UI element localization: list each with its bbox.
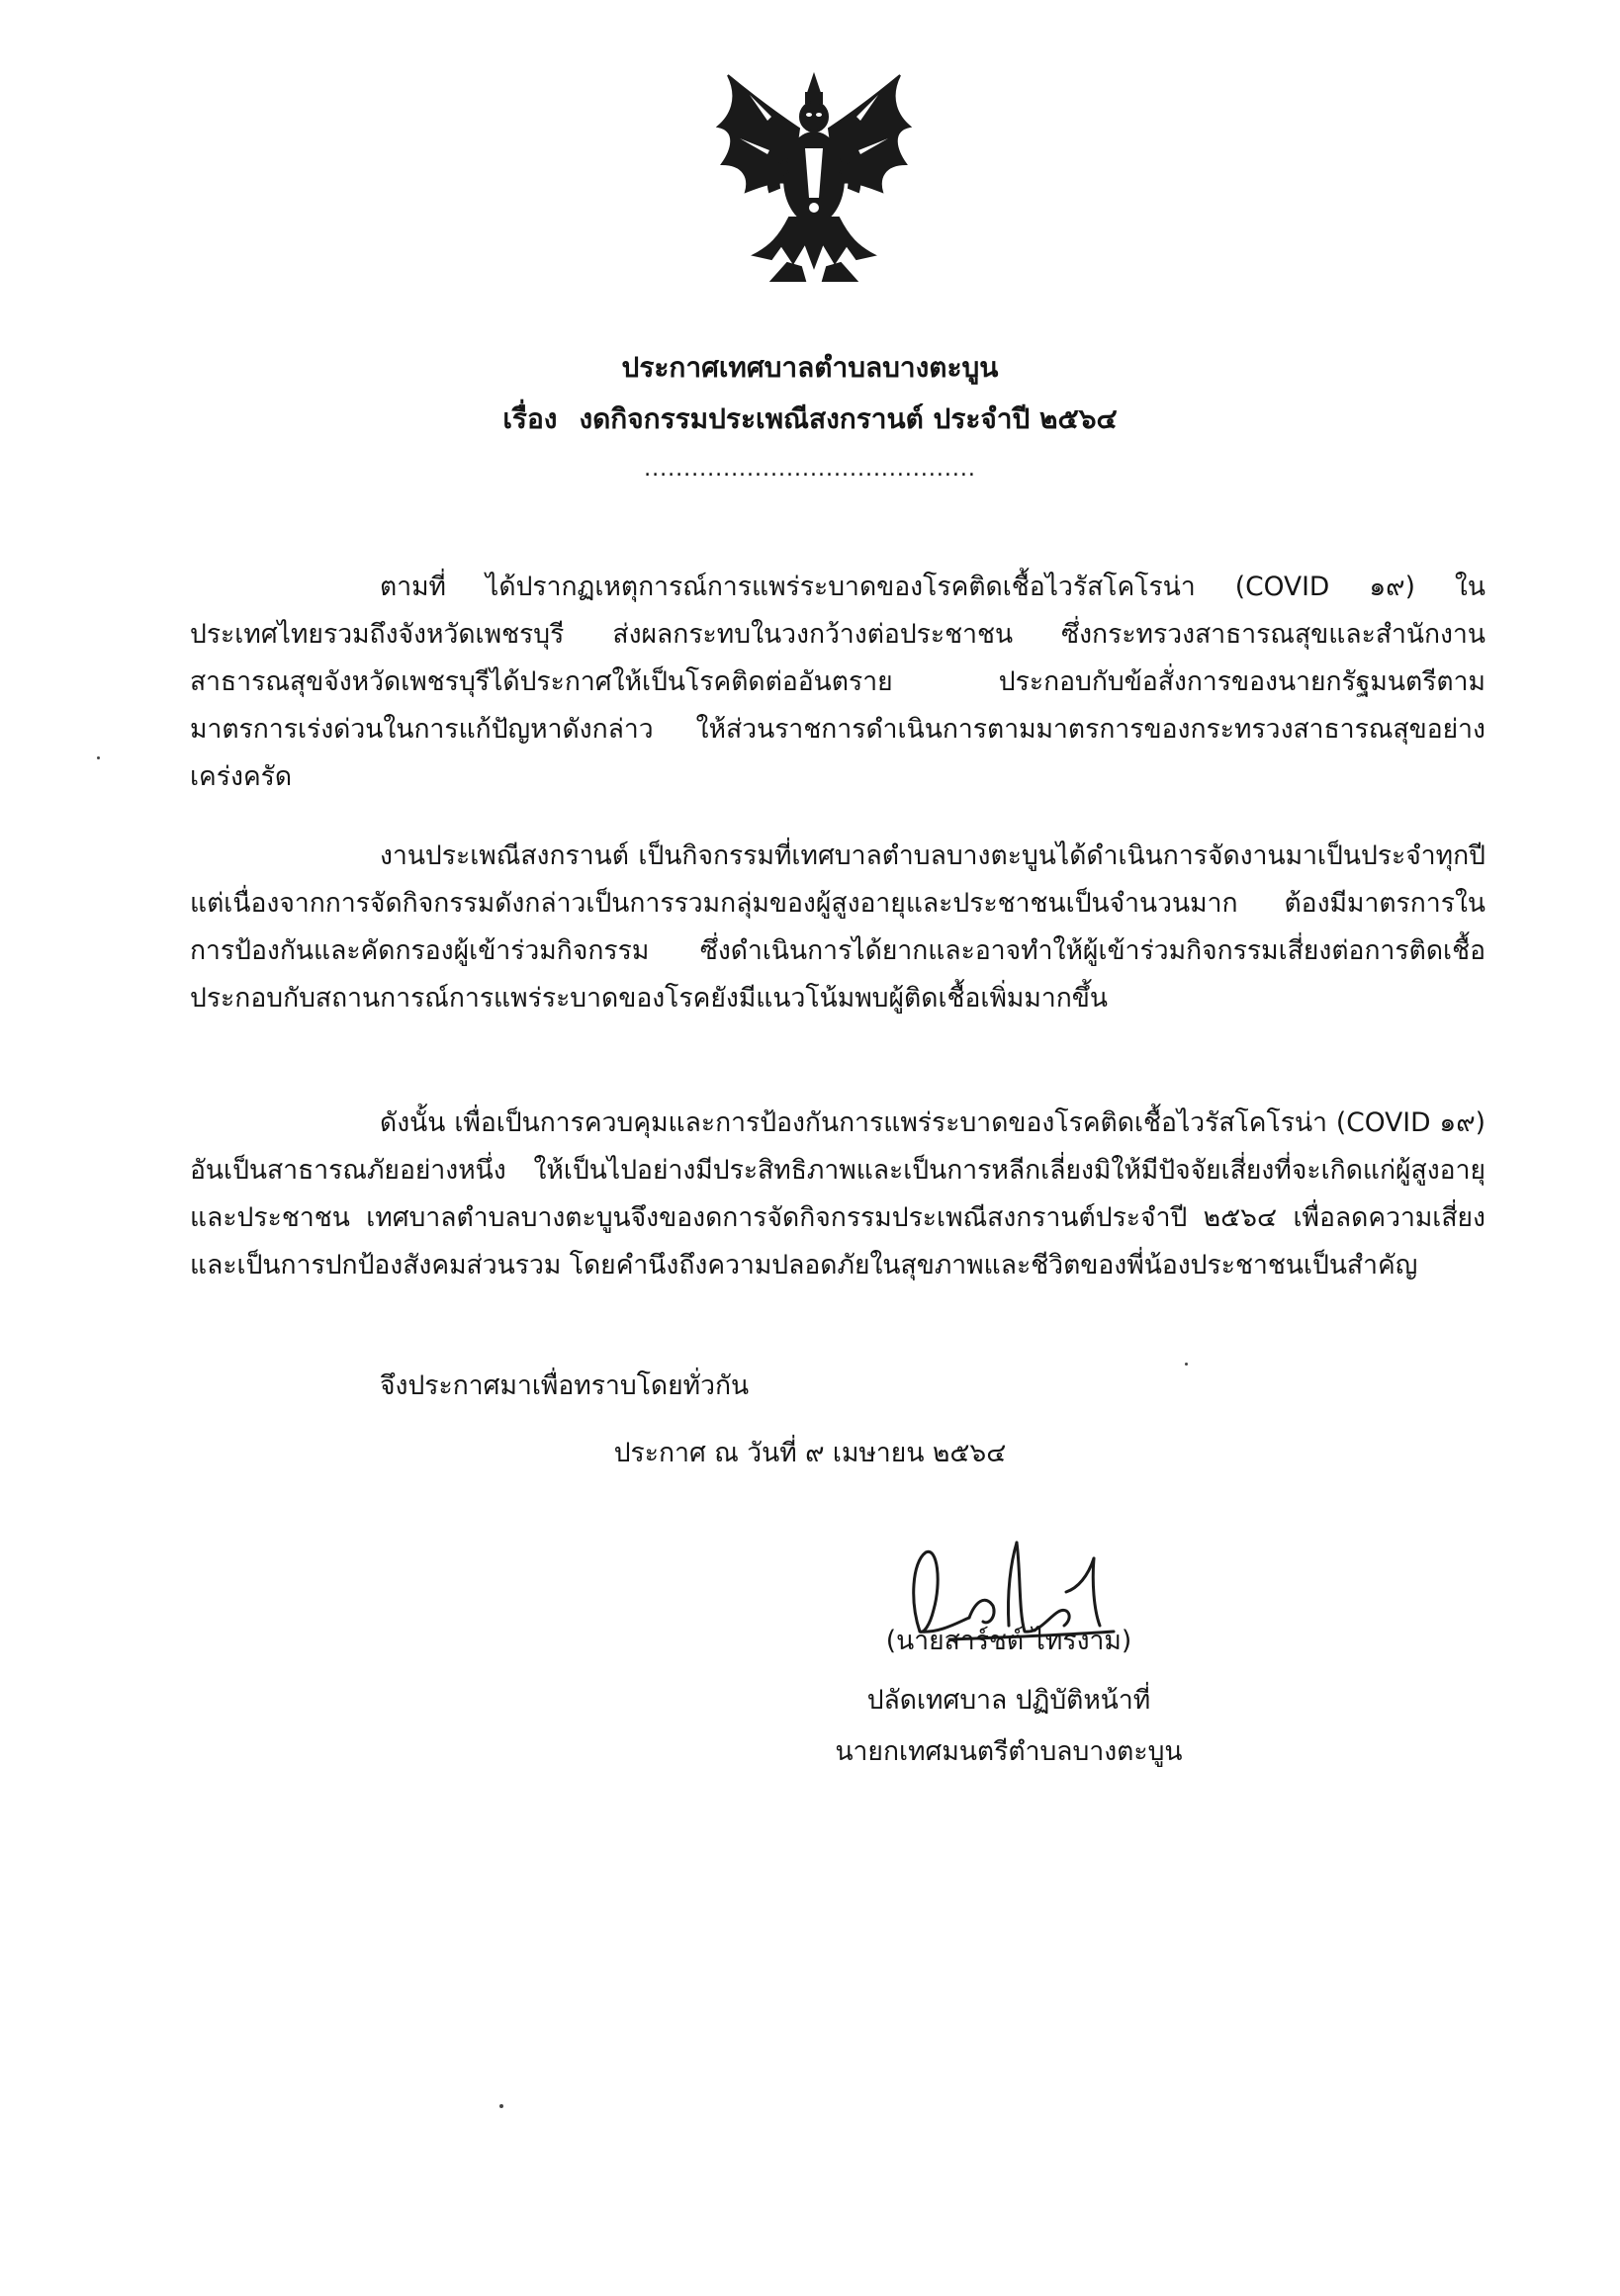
dotted-divider: ..........................................: [644, 457, 976, 482]
paragraph-text: ดังนั้น เพื่อเป็นการควบคุมและการป้องกันการแพร่ระบาดของโรคติดเชื้อไวรัสโคโรน่า (COVID ๑๙) อันเป็นสาธารณภัยอย่างหนึ่ง ให้เป็นไปอย่างมีประสิทธิภาพและเป็นการหลีกเลี่ยงมิให้มีปัจจัยเสี่ยงที่จะเกิดแก่ผู้สูงอายุและประชาชน เทศบาลตำบลบางตะบูนจึงของดการจัดกิจกรรมประเพณีสงกรานต์ประจำปี ๒๕๖๔ เพื่อลดความเสี่ยงและเป็นการปกป้องสังคมส่วนรวม โดยคำนึงถึงความปลอดภัยในสุขภาพและชีวิตของพี่น้องประชาชนเป็นสำคัญ: [190, 1107, 1485, 1280]
paragraph-2: [190, 833, 1485, 1022]
scan-speck: [499, 2104, 503, 2108]
announcement-subject: [0, 399, 1620, 439]
paragraph-text: ตามที่ ได้ปรากฏเหตุการณ์การแพร่ระบาดของโรคติดเชื้อไวรัสโคโรน่า (COVID ๑๙) ในประเทศไทยรวมถึงจังหวัดเพชรบุรี ส่งผลกระทบในวงกว้างต่อประชาชน ซึ่งกระทรวงสาธารณสุขและสำนักงานสาธารณสุขจังหวัดเพชรบุรีได้ประกาศให้เป็นโรคติดต่ออันตราย ประกอบกับข้อสั่งการของนายกรัฐมนตรีตามมาตรการเร่งด่วนในการแก้ปัญหาดังกล่าว ให้ส่วนราชการดำเนินการตามมาตรการของกระทรวงสาธารณสุขอย่างเคร่งครัด: [190, 572, 1485, 792]
subject-text: งดกิจกรรมประเพณีสงกรานต์ ประจำปี ๒๕๖๔: [579, 402, 1118, 435]
garuda-emblem-icon: [710, 69, 918, 287]
paragraph-3: [190, 1100, 1485, 1289]
signer-position: ปลัดเทศบาล ปฏิบัติหน้าที่: [866, 1685, 1151, 1716]
signer-organization: นายกเทศมนตรีตำบลบางตะบูน: [835, 1736, 1183, 1767]
scan-speck: [97, 756, 100, 759]
paragraph-1: [190, 564, 1485, 801]
announcement-date: ประกาศ ณ วันที่ ๙ เมษายน ๒๕๖๔: [613, 1438, 1007, 1468]
signer-name: (นายสาร์ชต์ ไทรงาม): [885, 1626, 1132, 1656]
announcement-title: ประกาศเทศบาลตำบลบางตะบูน: [621, 351, 999, 384]
closing-statement: จึงประกาศมาเพื่อทราบโดยทั่วกัน: [380, 1370, 750, 1401]
paragraph-text: งานประเพณีสงกรานต์ เป็นกิจกรรมที่เทศบาลตำบลบางตะบูนได้ดำเนินการจัดงานมาเป็นประจำทุกปี แต่เนื่องจากการจัดกิจกรรมดังกล่าวเป็นการรวมกลุ่มของผู้สูงอายุและประชาชนเป็นจำนวนมาก ต้องมีมาตรการในการป้องกันและคัดกรองผู้เข้าร่วมกิจกรรม ซึ่งดำเนินการได้ยากและอาจทำให้ผู้เข้าร่วมกิจกรรมเสี่ยงต่อการติดเชื้อ ประกอบกับสถานการณ์การแพร่ระบาดของโรคยังมีแนวโน้มพบผู้ติดเชื้อเพิ่มมากขึ้น: [190, 840, 1485, 1014]
subject-label: เรื่อง: [502, 402, 558, 435]
scan-speck: [1185, 1363, 1188, 1366]
